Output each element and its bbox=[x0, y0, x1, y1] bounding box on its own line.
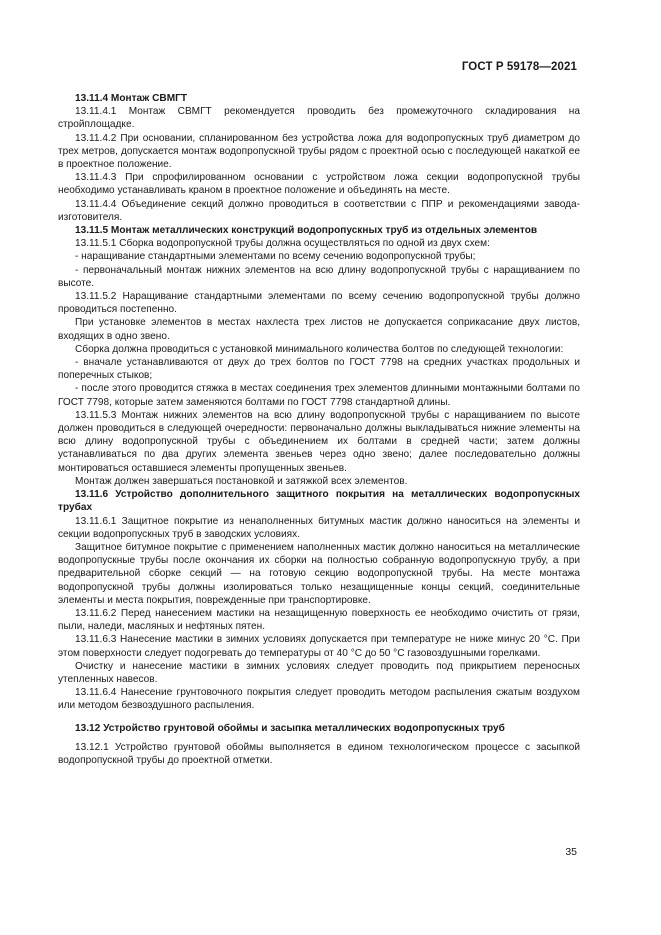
document-body bbox=[58, 92, 580, 767]
paragraph: Защитное битумное покрытие с применением наполненных мастик должно наноситься на металлические водопропускные трубы после окончания их сборки на полностью собранную водопропускную трубу, а при предварительной сборке секций — на готовую секцию водопропускной трубы. На месте монтажа водопропускной трубы должны изолироваться только незащищенные концы секций, соединительные элементы и места покрытия, поврежденные при транспортировке. bbox=[58, 541, 580, 606]
list-item: - наращивание стандартными элементами по всему сечению водопропускной трубы; bbox=[75, 251, 476, 263]
paragraph: 13.11.4.1 Монтаж СВМГТ рекомендуется проводить без промежуточного складирования на стройплощадке. bbox=[58, 106, 580, 131]
paragraph: 13.11.6.4 Нанесение грунтовочного покрытия следует проводить методом распыления сжатым воздухом или методом безвоздушного распыления. bbox=[58, 687, 580, 712]
standard-header: ГОСТ Р 59178—2021 bbox=[461, 61, 577, 73]
paragraph: 13.11.6.1 Защитное покрытие из ненаполненных битумных мастик должно наноситься на элементы и секции водопропускных труб в заводских условиях. bbox=[58, 515, 580, 540]
section-heading: 13.11.5 Монтаж металлических конструкций водопропускных труб из отдельных элементов bbox=[75, 225, 538, 237]
paragraph: 13.11.6.3 Нанесение мастики в зимних условиях допускается при температуре не ниже минус 20 °С. При этом поверхности следует подогревать до температуры от 40 °С до 50 °С газовоздушными горелками. bbox=[58, 634, 580, 659]
paragraph: Очистку и нанесение мастики в зимних условиях следует проводить под прикрытием переносных утепленных навесов. bbox=[58, 660, 580, 685]
paragraph: 13.11.4.4 Объединение секций должно проводиться в соответствии с ППР и рекомендациями завода-изготовителя. bbox=[58, 198, 580, 223]
section-heading: 13.11.4 Монтаж СВМГТ bbox=[75, 93, 187, 104]
list-item: - после этого проводится стяжка в местах соединения трех элементов длинными монтажными болтами по ГОСТ 7798, которые затем заменяются болтами по ГОСТ 7798 стандартной длины. bbox=[58, 383, 580, 408]
list-item: - вначале устанавливаются от двух до трех болтов по ГОСТ 7798 на средних участках продольных и поперечных стыков; bbox=[58, 357, 580, 382]
page-number: 35 bbox=[565, 846, 577, 858]
paragraph: 13.11.5.1 Сборка водопропускной трубы должна осуществляться по одной из двух схем: bbox=[75, 238, 490, 250]
paragraph: 13.11.5.2 Наращивание стандартными элементами по всему сечению водопропускной трубы должно проводиться постепенно. bbox=[58, 291, 580, 316]
paragraph: 13.11.5.3 Монтаж нижних элементов на всю длину водопропускной трубы с наращиванием по высоте должен проводиться в следующей очередности: первоначально должны выкладываться нижние элементы на всю длину водопропускной трубы с объединением их болтами в средней части; затем должны устанавливаться по два других элемента звеньев через одно звено; далее последовательно должны монтироваться оставшиеся элементы пропущенных звеньев. bbox=[58, 409, 580, 474]
paragraph: 13.11.6.2 Перед нанесением мастики на незащищенную поверхность ее необходимо очистить от грязи, пыли, наледи, масляных и нефтяных пятен. bbox=[58, 607, 580, 633]
paragraph: 13.12.1 Устройство грунтовой обоймы выполняется в едином технологическом процессе с засыпкой водопропускной трубы до проектной отметки. bbox=[58, 741, 580, 766]
paragraph: Сборка должна проводиться с установкой минимального количества болтов по следующей технологии: bbox=[75, 343, 564, 355]
section-heading: 13.11.6 Устройство дополнительного защитного покрытия на металлических водопропускных трубах bbox=[58, 489, 580, 514]
paragraph: Монтаж должен завершаться постановкой и затяжкой всех элементов. bbox=[75, 475, 408, 487]
paragraph: При установке элементов в местах нахлеста трех листов не допускается соприкасание двух листов, входящих в одно звено. bbox=[58, 317, 580, 342]
paragraph: 13.11.4.3 При спрофилированном основании с устройством ложа секции водопропускной трубы необходимо устанавливать краном в проектное положение и объединять на месте. bbox=[58, 172, 580, 197]
list-item: - первоначальный монтаж нижних элементов на всю длину водопропускной трубы с наращиванием по высоте. bbox=[58, 264, 580, 289]
section-heading: 13.12 Устройство грунтовой обоймы и засыпка металлических водопропускных труб bbox=[75, 722, 505, 734]
paragraph: 13.11.4.2 При основании, спланированном без устройства ложа для водопропускных труб диаметром до трех метров, допускается монтаж водопропускной трубы рядом с проектной осью с последующей накаткой ее в проектное положение. bbox=[58, 132, 580, 171]
